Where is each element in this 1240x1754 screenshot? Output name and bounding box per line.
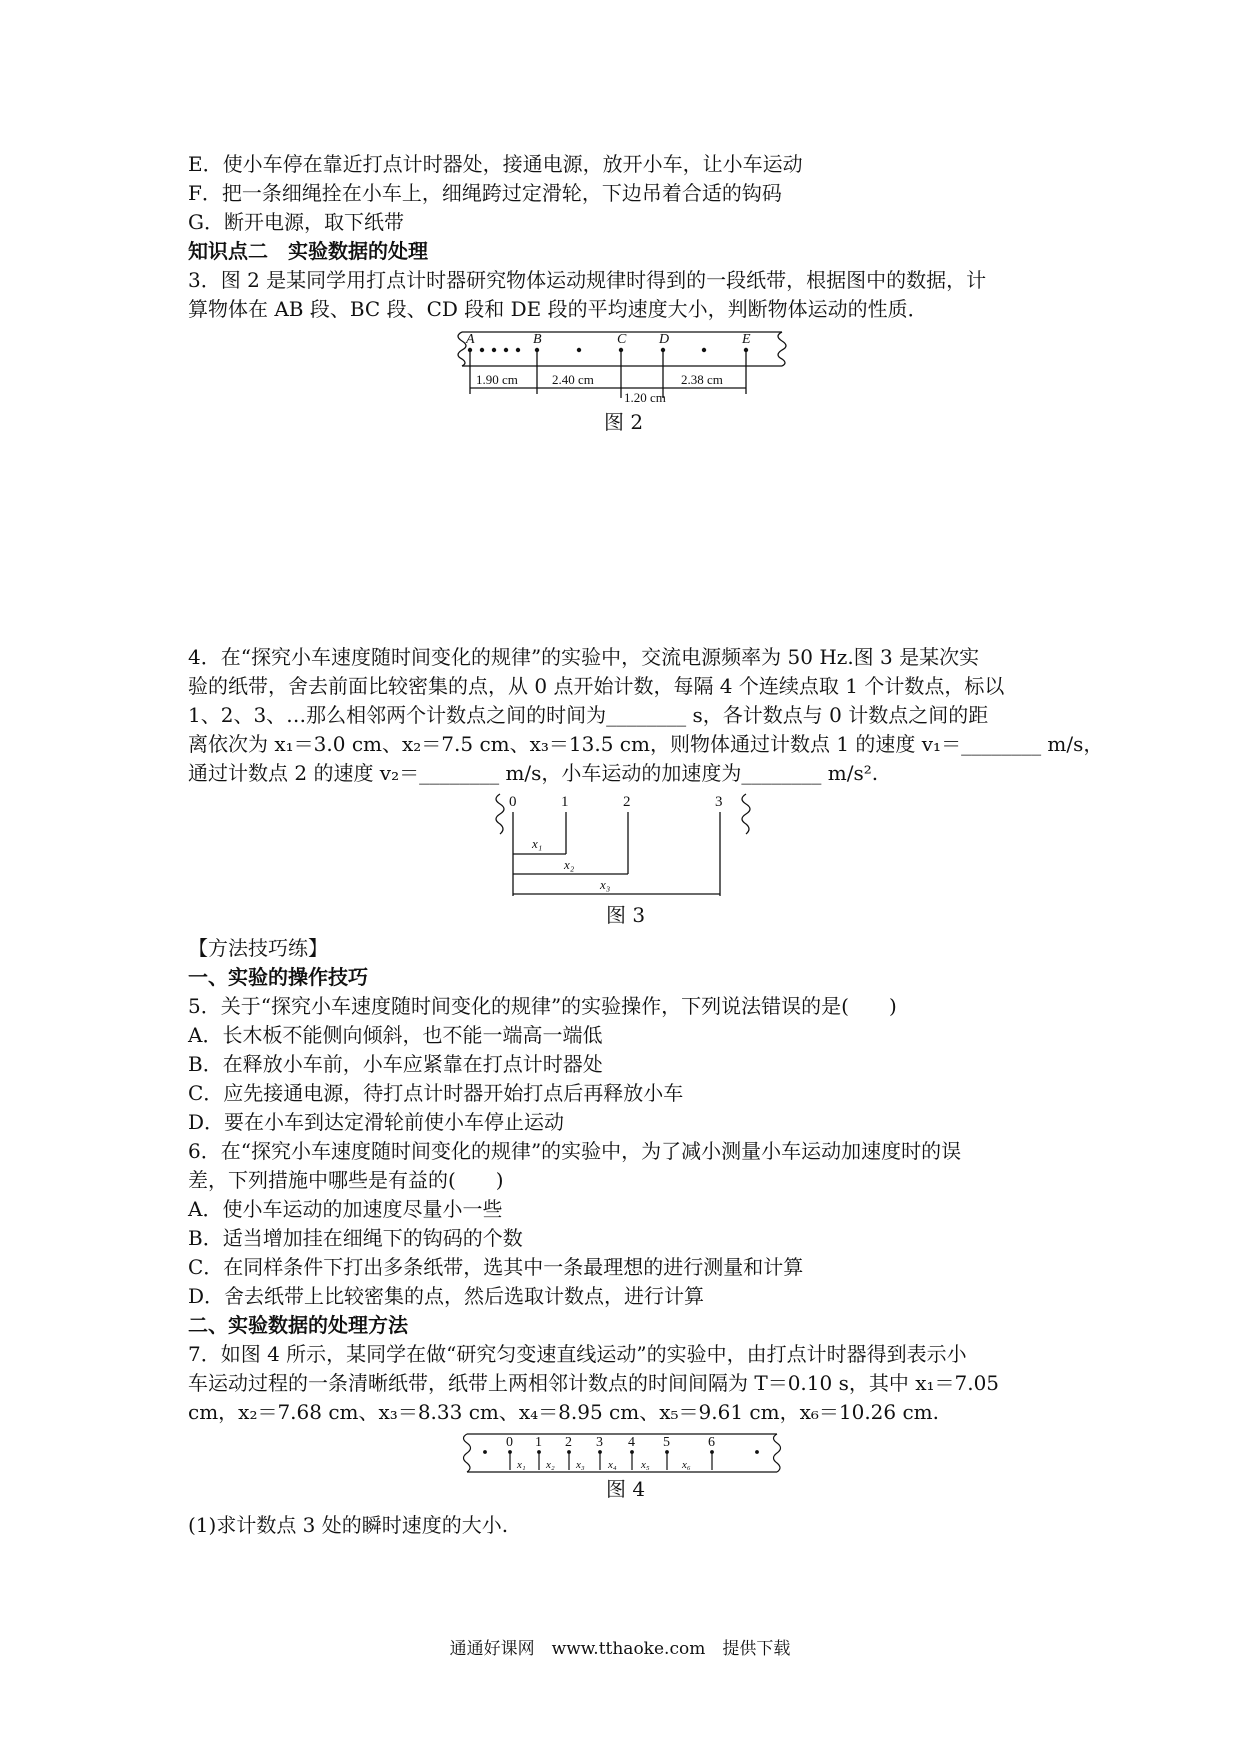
point-label-a: A <box>466 332 475 347</box>
tape-dot <box>516 348 520 352</box>
step-f: F．把一条细绳拴在小车上，细绳跨过定滑轮，下边吊着合适的钩码 <box>188 181 782 205</box>
count-label-4: 4 <box>628 1435 635 1450</box>
figure-4-tape <box>455 1428 791 1478</box>
distance-de: 2.38 cm <box>681 372 723 387</box>
section-heading-2: 知识点二 实验数据的处理 <box>188 239 428 263</box>
tape-dot <box>630 1450 634 1454</box>
figure-3-caption: 图 3 <box>606 903 646 927</box>
distance-bc: 2.40 cm <box>552 372 594 387</box>
tape-dot <box>619 348 623 352</box>
q6-option-c: C．在同样条件下打出多条纸带，选其中一条最理想的进行测量和计算 <box>188 1255 804 1279</box>
tape-dot <box>744 348 748 352</box>
tape-dot <box>567 1450 571 1454</box>
tape-dot <box>702 348 706 352</box>
point-label-e: E <box>742 332 751 347</box>
tape-dot <box>537 1450 541 1454</box>
q7-line-2: 车运动过程的一条清晰纸带，纸带上两相邻计数点的时间间隔为 T＝0.10 s，其中 x₁＝7.05 <box>188 1371 1000 1395</box>
tape-dot <box>492 348 496 352</box>
label-x3: x₃ <box>576 1459 585 1471</box>
page-footer: 通通好课网 www.tthaoke.com 提供下载 <box>449 1639 791 1659</box>
label-x5: x₅ <box>641 1459 650 1471</box>
tape-dot <box>661 348 665 352</box>
count-label-1: 1 <box>561 794 569 810</box>
q5-option-a: A．长木板不能侧向倾斜，也不能一端高一端低 <box>188 1023 603 1047</box>
label-x1: x₁ <box>532 836 543 851</box>
q6-option-d: D．舍去纸带上比较密集的点，然后选取计数点，进行计算 <box>188 1284 705 1308</box>
q4-line-4: 离依次为 x₁＝3.0 cm、x₂＝7.5 cm、x₃＝13.5 cm，则物体通过计数点 1 的速度 v₁＝________ m/s， <box>188 732 1104 756</box>
count-label-2: 2 <box>565 1435 572 1450</box>
count-label-0: 0 <box>509 794 517 810</box>
tape-dot <box>468 348 472 352</box>
q3-line-2: 算物体在 AB 段、BC 段、CD 段和 DE 段的平均速度大小，判断物体运动的性质． <box>188 297 928 321</box>
q4-line-2: 验的纸带，舍去前面比较密集的点，从 0 点开始计数，每隔 4 个连续点取 1 个计数点，标以 <box>188 674 1005 698</box>
count-label-6: 6 <box>708 1435 715 1450</box>
tape-dot <box>755 1450 759 1454</box>
step-g: G．断开电源，取下纸带 <box>188 210 404 234</box>
q5-option-d: D．要在小车到达定滑轮前使小车停止运动 <box>188 1110 565 1134</box>
section-operation-skills: 一、实验的操作技巧 <box>188 965 368 989</box>
figure-2-caption: 图 2 <box>604 410 644 434</box>
tape-dot <box>598 1450 602 1454</box>
figure-4-caption: 图 4 <box>606 1477 646 1501</box>
q5-option-b: B．在释放小车前，小车应紧靠在打点计时器处 <box>188 1052 603 1076</box>
figure-3-tape <box>488 790 758 902</box>
figure-2-tape <box>448 326 798 402</box>
q4-line-3: 1、2、3、…那么相邻两个计数点之间的时间为________ s，各计数点与 0 计数点之间的距 <box>188 703 989 727</box>
tape-dot <box>504 348 508 352</box>
practice-heading: 【方法技巧练】 <box>188 936 328 960</box>
q4-line-5: 通过计数点 2 的速度 v₂＝________ m/s，小车运动的加速度为________ m/s². <box>188 761 879 785</box>
step-e: E．使小车停在靠近打点计时器处，接通电源，放开小车，让小车运动 <box>188 152 803 176</box>
count-label-3: 3 <box>715 794 723 810</box>
tape-dot <box>710 1450 714 1454</box>
q6-stem-2: 差，下列措施中哪些是有益的( ) <box>188 1168 504 1192</box>
label-x1: x₁ <box>517 1459 526 1471</box>
count-label-0: 0 <box>506 1435 513 1450</box>
tape-dot <box>480 348 484 352</box>
label-x2: x₂ <box>564 857 575 872</box>
tape-dot <box>508 1450 512 1454</box>
point-label-d: D <box>659 332 670 347</box>
label-x4: x₄ <box>608 1459 617 1471</box>
tape-dot <box>535 348 539 352</box>
count-label-2: 2 <box>623 794 631 810</box>
tape-dot <box>665 1450 669 1454</box>
section-data-methods: 二、实验数据的处理方法 <box>188 1313 408 1337</box>
count-label-3: 3 <box>596 1435 603 1450</box>
q3-line-1: 3．图 2 是某同学用打点计时器研究物体运动规律时得到的一段纸带，根据图中的数据，计 <box>188 268 987 292</box>
label-x6: x₆ <box>682 1459 691 1471</box>
q5-stem: 5．关于“探究小车速度随时间变化的规律”的实验操作，下列说法错误的是( ) <box>188 994 897 1018</box>
distance-cd: 1.20 cm <box>624 390 666 402</box>
tape-dot <box>577 348 581 352</box>
point-label-b: B <box>533 332 542 347</box>
q6-option-a: A．使小车运动的加速度尽量小一些 <box>188 1197 503 1221</box>
label-x3: x₃ <box>600 877 611 892</box>
q7-line-1: 7．如图 4 所示，某同学在做“研究匀变速直线运动”的实验中，由打点计时器得到表示小 <box>188 1342 967 1366</box>
tape-dot <box>483 1450 487 1454</box>
count-label-5: 5 <box>663 1435 670 1450</box>
count-label-1: 1 <box>535 1435 542 1450</box>
q7-line-3: cm，x₂＝7.68 cm、x₃＝8.33 cm、x₄＝8.95 cm、x₅＝9.61 cm，x₆＝10.26 cm. <box>188 1400 940 1424</box>
q5-option-c: C．应先接通电源，待打点计时器开始打点后再释放小车 <box>188 1081 684 1105</box>
q6-option-b: B．适当增加挂在细绳下的钩码的个数 <box>188 1226 523 1250</box>
label-x2: x₂ <box>546 1459 555 1471</box>
q6-stem-1: 6．在“探究小车速度随时间变化的规律”的实验中，为了减小测量小车运动加速度时的误 <box>188 1139 962 1163</box>
q4-line-1: 4．在“探究小车速度随时间变化的规律”的实验中，交流电源频率为 50 Hz.图 3 是某次实 <box>188 645 980 669</box>
point-label-c: C <box>617 332 627 347</box>
q7-part-1: (1)求计数点 3 处的瞬时速度的大小. <box>188 1513 509 1537</box>
distance-ab: 1.90 cm <box>476 372 518 387</box>
